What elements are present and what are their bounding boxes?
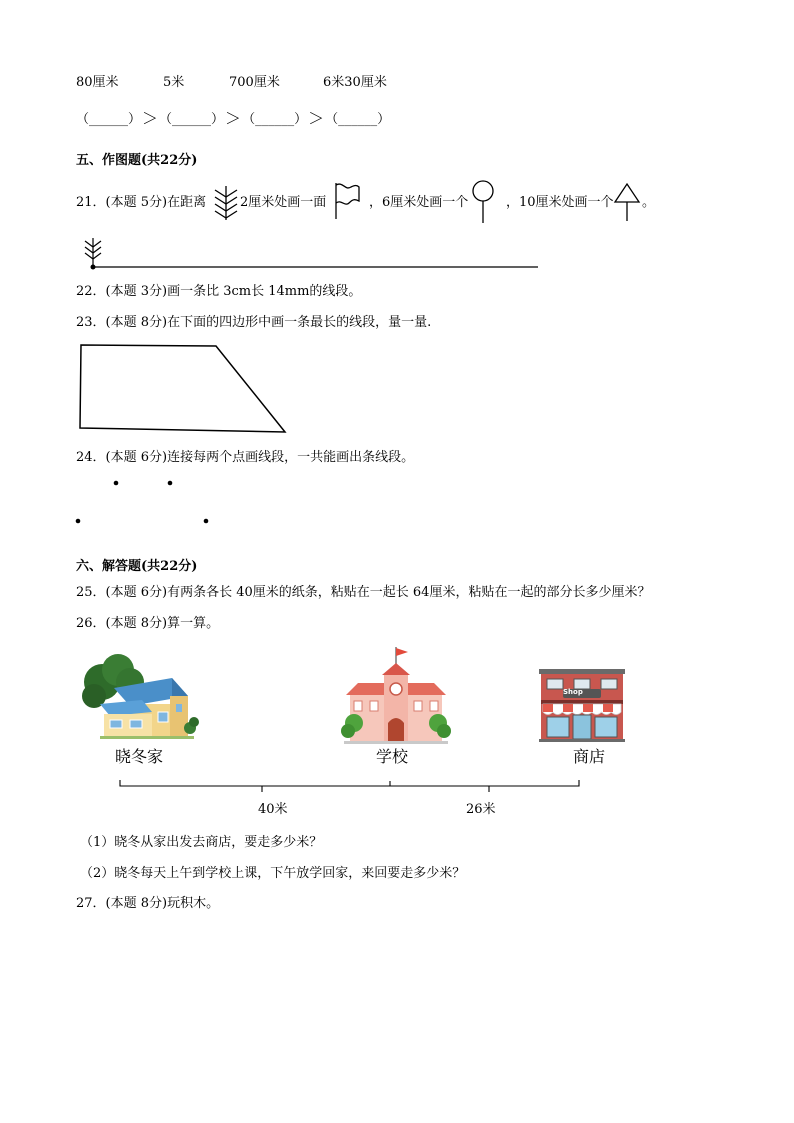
distance-bracket	[118, 778, 584, 794]
gt-sign: ＞	[142, 109, 159, 128]
label-home: 晓冬家	[115, 747, 164, 766]
blank-3[interactable]: （______）	[242, 112, 308, 127]
blank-1[interactable]: （______）	[76, 112, 142, 127]
q26-text: 26．(本题 8分)算一算。	[76, 616, 220, 631]
point-2	[168, 481, 173, 486]
gt-sign: ＞	[308, 109, 325, 128]
q21-part1: 21．(本题 5分)在距离	[76, 195, 207, 210]
value-700cm: 700厘米	[229, 75, 280, 90]
label-school: 学校	[376, 747, 409, 766]
circle-sign-icon	[470, 180, 496, 224]
distance-home-school: 40米	[258, 802, 288, 817]
house-illustration	[80, 652, 200, 744]
value-6m30cm: 6米30厘米	[323, 75, 387, 90]
shop-sign: Shop	[563, 688, 583, 696]
point-1	[114, 481, 119, 486]
quadrilateral	[78, 343, 290, 435]
section-title-drawing: 五、作图题(共22分)	[76, 153, 198, 168]
q21-part2: 2厘米处画一面	[240, 195, 327, 210]
school-illustration	[342, 645, 450, 745]
flag-icon	[333, 181, 361, 221]
q22-text: 22．(本题 3分)画一条比 3cm长 14mm的线段。	[76, 284, 362, 299]
label-shop: 商店	[573, 747, 606, 766]
four-points	[70, 476, 220, 528]
q21-part3: ，6厘米处画一个	[369, 195, 469, 210]
q27-text: 27．(本题 8分)玩积木。	[76, 896, 220, 911]
comparison-blanks	[76, 106, 390, 129]
distance-school-shop: 26米	[466, 802, 496, 817]
q23-text: 23．(本题 8分)在下面的四边形中画一条最长的线段，量一量.	[76, 315, 432, 330]
q24-text: 24．(本题 6分)连接每两个点画线段，一共能画出条线段。	[76, 450, 415, 465]
q26-sub2: （2）晓冬每天上午到学校上课，下午放学回家，来回要走多少米？	[80, 866, 466, 881]
section-title-solve: 六、解答题(共22分)	[76, 559, 198, 574]
tree-icon	[212, 184, 240, 222]
value-80cm: 80厘米	[76, 75, 119, 90]
q25-text: 25．(本题 6分)有两条各长 40厘米的纸条，粘贴在一起长 64厘米，粘贴在一起的部分长多少厘米？	[76, 585, 651, 600]
point-3	[76, 519, 81, 524]
q21-part4: ，10厘米处画一个	[506, 195, 614, 210]
blank-2[interactable]: （______）	[159, 112, 225, 127]
gt-sign: ＞	[225, 109, 242, 128]
point-4	[204, 519, 209, 524]
value-5m: 5米	[163, 75, 185, 90]
q21-part5: 。	[642, 195, 656, 210]
distance-line	[80, 238, 542, 272]
q26-sub1: （1）晓冬从家出发去商店，要走多少米？	[80, 835, 323, 850]
triangle-sign-icon	[613, 182, 641, 222]
shop-illustration	[537, 667, 627, 743]
blank-4[interactable]: （______）	[325, 112, 391, 127]
